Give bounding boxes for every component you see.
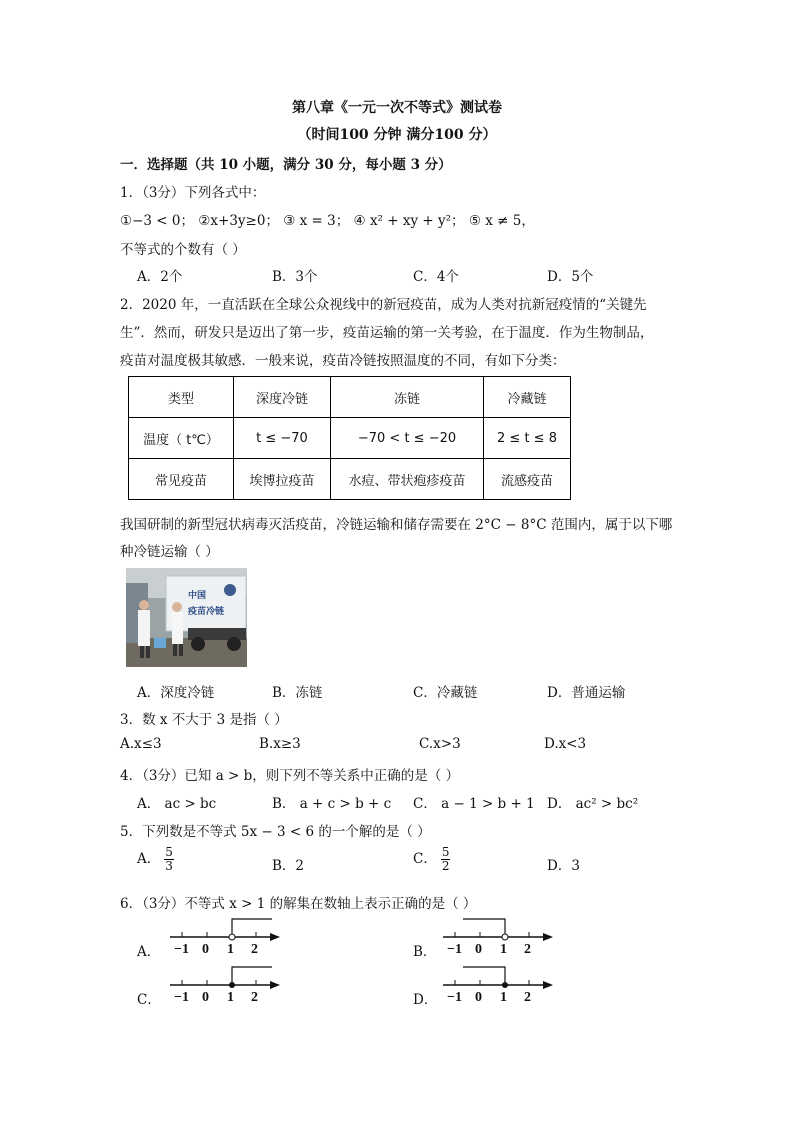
- q1-option-c[interactable]: C．4个: [413, 269, 459, 285]
- q5-option-a-label: A．: [137, 851, 161, 867]
- q1-item-5: ⑤ x ≠ 5，: [468, 213, 535, 229]
- table-cell: 冷藏链: [484, 377, 571, 418]
- tick-label: 0: [475, 942, 482, 957]
- q6-option-d[interactable]: D．: [413, 992, 438, 1008]
- cold-chain-table: [128, 376, 571, 500]
- q5-option-b[interactable]: B．2: [272, 858, 305, 874]
- q5-option-d[interactable]: D．3: [547, 858, 580, 874]
- cold-chain-truck-photo: [126, 568, 247, 667]
- page-title: 第八章《一元一次不等式》测试卷: [292, 100, 502, 116]
- tick-label: −1: [447, 990, 462, 1005]
- q2-paragraph-3: 疫苗对温度极其敏感．一般来说，疫苗冷链按照温度的不同，有如下分类：: [120, 353, 566, 369]
- open-endpoint: [502, 934, 508, 940]
- q4-option-d[interactable]: D． ac² > bc²: [547, 796, 639, 812]
- q1-option-b[interactable]: B．3个: [272, 269, 318, 285]
- table-cell: t ≤ −70: [234, 418, 331, 459]
- table-cell: 水痘、带状疱疹疫苗: [331, 459, 484, 500]
- q3-option-b[interactable]: B.x≥3: [259, 736, 301, 752]
- q6-option-a[interactable]: A．: [137, 944, 161, 960]
- table-row: [129, 418, 571, 459]
- tick-label: 2: [251, 990, 258, 1005]
- table-cell: 常见疫苗: [129, 459, 234, 500]
- tick-label: −1: [447, 942, 462, 957]
- tick-label: 2: [251, 942, 258, 957]
- table-cell: 埃博拉疫苗: [234, 459, 331, 500]
- q4-option-b[interactable]: B． a + c > b + c: [272, 796, 392, 812]
- table-cell: 流感疫苗: [484, 459, 571, 500]
- q1-option-d[interactable]: D．5个: [547, 269, 594, 285]
- fraction-5-2: [441, 846, 451, 873]
- tick-label: 1: [500, 942, 507, 957]
- table-row: [129, 377, 571, 418]
- number-line-d: [433, 963, 563, 1008]
- table-cell: 温度（ t℃）: [129, 418, 234, 459]
- number-line-c: [160, 963, 290, 1008]
- tick-label: 0: [202, 990, 209, 1005]
- q2-option-a[interactable]: A．深度冷链: [137, 685, 215, 701]
- table-cell: 深度冷链: [234, 377, 331, 418]
- photo-text-2: 疫苗冷链: [188, 607, 225, 617]
- tick-label: −1: [174, 942, 189, 957]
- fraction-numerator: 5: [165, 845, 173, 859]
- q5-stem: 5．下列数是不等式 5x − 3 < 6 的一个解的是（ ）: [120, 824, 431, 840]
- table-row: [129, 459, 571, 500]
- truck-photo-drawing: [126, 568, 247, 667]
- table-cell: 2 ≤ t ≤ 8: [484, 418, 571, 459]
- q1-items: [120, 209, 535, 229]
- q2-option-b[interactable]: B．冻链: [272, 685, 323, 701]
- number-line-a: [160, 915, 290, 960]
- tick-label: −1: [174, 990, 189, 1005]
- q2-option-d[interactable]: D．普通运输: [547, 685, 626, 701]
- q1-item-1: ①−3 < 0；: [120, 213, 194, 229]
- q6-option-b[interactable]: B．: [413, 944, 437, 960]
- section-heading: 一．选择题（共 10 小题，满分 30 分，每小题 3 分）: [120, 157, 452, 173]
- q1-stem: 1．（3分）下列各式中：: [120, 185, 266, 201]
- tick-label: 0: [202, 942, 209, 957]
- tick-label: 2: [524, 942, 531, 957]
- fraction-5-3: [164, 846, 174, 873]
- table-cell: 类型: [129, 377, 234, 418]
- q1-option-a[interactable]: A．2个: [137, 269, 183, 285]
- q1-question: 不等式的个数有（ ）: [120, 242, 246, 258]
- table-cell: −70 < t ≤ −20: [331, 418, 484, 459]
- q3-option-a[interactable]: A.x≤3: [120, 736, 162, 752]
- q4-option-a[interactable]: A． ac > bc: [137, 796, 217, 812]
- tick-label: 1: [227, 990, 234, 1005]
- q6-stem: 6．（3分）不等式 x > 1 的解集在数轴上表示正确的是（ ）: [120, 896, 477, 912]
- tick-label: 1: [500, 990, 507, 1005]
- page-subtitle: （时间100 分钟 满分100 分）: [297, 127, 497, 143]
- table-cell: 冻链: [331, 377, 484, 418]
- q1-item-2: ②x+3y≥0；: [198, 213, 279, 229]
- photo-text-1: 中国: [188, 591, 207, 601]
- open-endpoint: [229, 934, 235, 940]
- q3-option-d[interactable]: D.x<3: [544, 736, 587, 752]
- q4-stem: 4．（3分）已知 a > b，则下列不等关系中正确的是（ ）: [120, 768, 460, 784]
- closed-endpoint: [229, 982, 235, 988]
- q5-option-c[interactable]: [413, 846, 450, 873]
- tick-label: 2: [524, 990, 531, 1005]
- q2-paragraph-4: 我国研制的新型冠状病毒灭活疫苗，冷链运输和储存需要在 2°C − 8°C 范围内，属于以下哪: [120, 517, 673, 533]
- q2-paragraph-2: 生”．然而，研发只是迈出了第一步，疫苗运输的第一关考验，在于温度．作为生物制品，: [120, 325, 654, 341]
- fraction-denominator: 2: [441, 859, 450, 873]
- q3-option-c[interactable]: C.x>3: [419, 736, 461, 752]
- q1-item-3: ③ x = 3；: [283, 213, 350, 229]
- q2-option-c[interactable]: C．冷藏链: [413, 685, 478, 701]
- q2-paragraph-1: 2．2020 年，一直活跃在全球公众视线中的新冠疫苗，成为人类对抗新冠疫情的“关键先: [120, 297, 647, 313]
- fraction-denominator: 3: [165, 859, 173, 873]
- closed-endpoint: [502, 982, 508, 988]
- number-line-b: [433, 915, 563, 960]
- q4-option-c[interactable]: C． a − 1 > b + 1: [413, 796, 535, 812]
- q6-option-c[interactable]: C．: [137, 992, 161, 1008]
- fraction-numerator: 5: [441, 845, 450, 859]
- q5-option-c-label: C．: [413, 851, 437, 867]
- q1-item-4: ④ x² + xy + y²；: [353, 213, 465, 229]
- tick-label: 0: [475, 990, 482, 1005]
- tick-label: 1: [227, 942, 234, 957]
- q2-paragraph-5: 种冷链运输（ ）: [120, 544, 219, 560]
- q3-stem: 3．数 x 不大于 3 是指（ ）: [120, 712, 288, 728]
- q5-option-a[interactable]: [137, 846, 174, 873]
